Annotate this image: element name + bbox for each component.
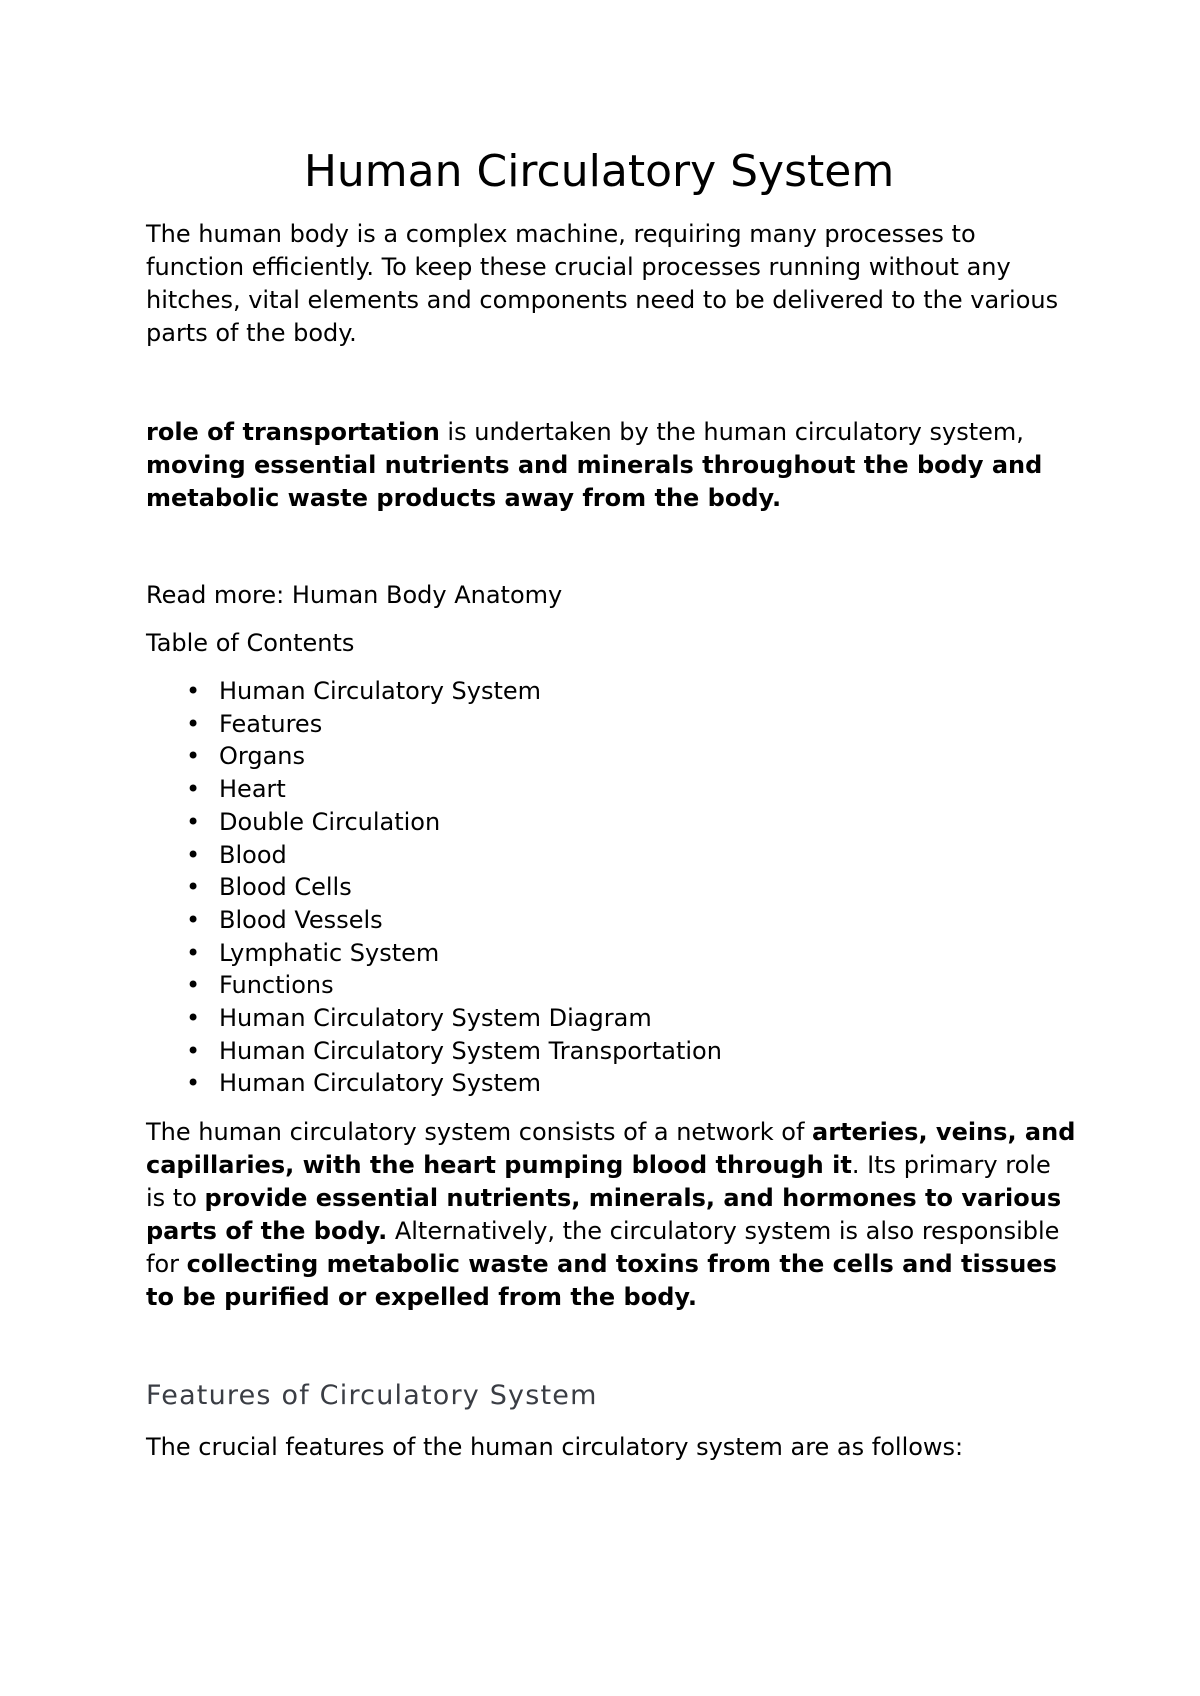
network-bold-1: arteries, veins, and capillaries, with the heart pumping blood through it <box>146 1118 1076 1180</box>
bullet-icon: • <box>186 775 201 804</box>
toc-item[interactable] <box>146 904 1076 937</box>
toc-item[interactable] <box>146 839 1076 872</box>
network-bold-2: provide essential nutrients, minerals, and hormones to various parts of the body. <box>146 1184 1062 1246</box>
bullet-icon: • <box>186 1004 201 1033</box>
toc-heading: Table of Contents <box>146 629 355 657</box>
toc-item-label: Organs <box>219 742 305 771</box>
toc-item[interactable] <box>146 937 1076 970</box>
toc-item-label: Human Circulatory System <box>219 1069 542 1098</box>
toc-item-label: Human Circulatory System Diagram <box>219 1004 652 1033</box>
toc-item[interactable] <box>146 969 1076 1002</box>
network-bold-3: collecting metabolic waste and toxins from the cells and tissues to be purified or expelled from the body. <box>146 1250 1057 1312</box>
bullet-icon: • <box>186 677 201 705</box>
role-bold-tail: moving essential nutrients and minerals throughout the body and metabolic waste products away from the body. <box>146 451 1043 512</box>
toc-item-label: Blood Vessels <box>219 905 383 934</box>
bullet-icon: • <box>186 840 201 869</box>
read-more-link[interactable]: Read more: Human Body Anatomy <box>146 581 563 609</box>
bullet-icon: • <box>186 1069 201 1098</box>
page-title: Human Circulatory System <box>303 146 895 197</box>
toc-item-label: Human Circulatory System <box>219 677 542 705</box>
bullet-icon: • <box>186 873 201 902</box>
toc-item[interactable] <box>146 1067 1076 1100</box>
bullet-icon: • <box>186 807 201 836</box>
toc-item-label: Features <box>219 709 323 738</box>
toc-item-label: Functions <box>219 971 334 1000</box>
document-body <box>146 142 1076 1464</box>
role-bold-lead: role of transportation <box>146 418 440 446</box>
features-intro: The crucial features of the human circulatory system are as follows: <box>146 1433 964 1462</box>
network-text-1: The human circulatory system consists of a network of <box>146 1118 813 1147</box>
bullet-icon: • <box>186 938 201 967</box>
network-text-2: . Its primary role is to <box>146 1151 1051 1213</box>
bullet-icon: • <box>186 905 201 934</box>
toc-item-label: Human Circulatory System Transportation <box>219 1036 722 1065</box>
toc-item[interactable] <box>146 773 1076 806</box>
bullet-icon: • <box>186 709 201 738</box>
table-of-contents <box>146 675 1076 1100</box>
intro-paragraph: The human body is a complex machine, requiring many processes to function efficiently. To keep these crucial processes running without any hitches, vital elements and components need to be delivered to the various parts of the body. <box>146 220 1059 347</box>
toc-item[interactable] <box>146 740 1076 773</box>
network-text-3: Alternatively, the circulatory system is also responsible for <box>146 1217 1060 1279</box>
role-text: is undertaken by the human circulatory system, <box>439 418 1024 446</box>
toc-item[interactable] <box>146 1002 1076 1035</box>
bullet-icon: • <box>186 1036 201 1065</box>
toc-item-label: Double Circulation <box>219 807 441 836</box>
toc-item-label: Blood Cells <box>219 873 352 902</box>
network-paragraph <box>146 1116 1076 1314</box>
bullet-icon: • <box>186 971 201 1000</box>
toc-item[interactable] <box>146 806 1076 839</box>
toc-item[interactable] <box>146 708 1076 741</box>
transport-role-paragraph <box>146 416 1076 515</box>
toc-item[interactable] <box>146 871 1076 904</box>
toc-item-label: Blood <box>219 840 287 869</box>
section-heading: Features of Circulatory System <box>146 1380 598 1412</box>
bullet-icon: • <box>186 742 201 771</box>
toc-item-label: Heart <box>219 775 286 804</box>
toc-item[interactable] <box>146 1035 1076 1068</box>
toc-item-label: Lymphatic System <box>219 938 440 967</box>
toc-item[interactable] <box>146 675 1076 708</box>
